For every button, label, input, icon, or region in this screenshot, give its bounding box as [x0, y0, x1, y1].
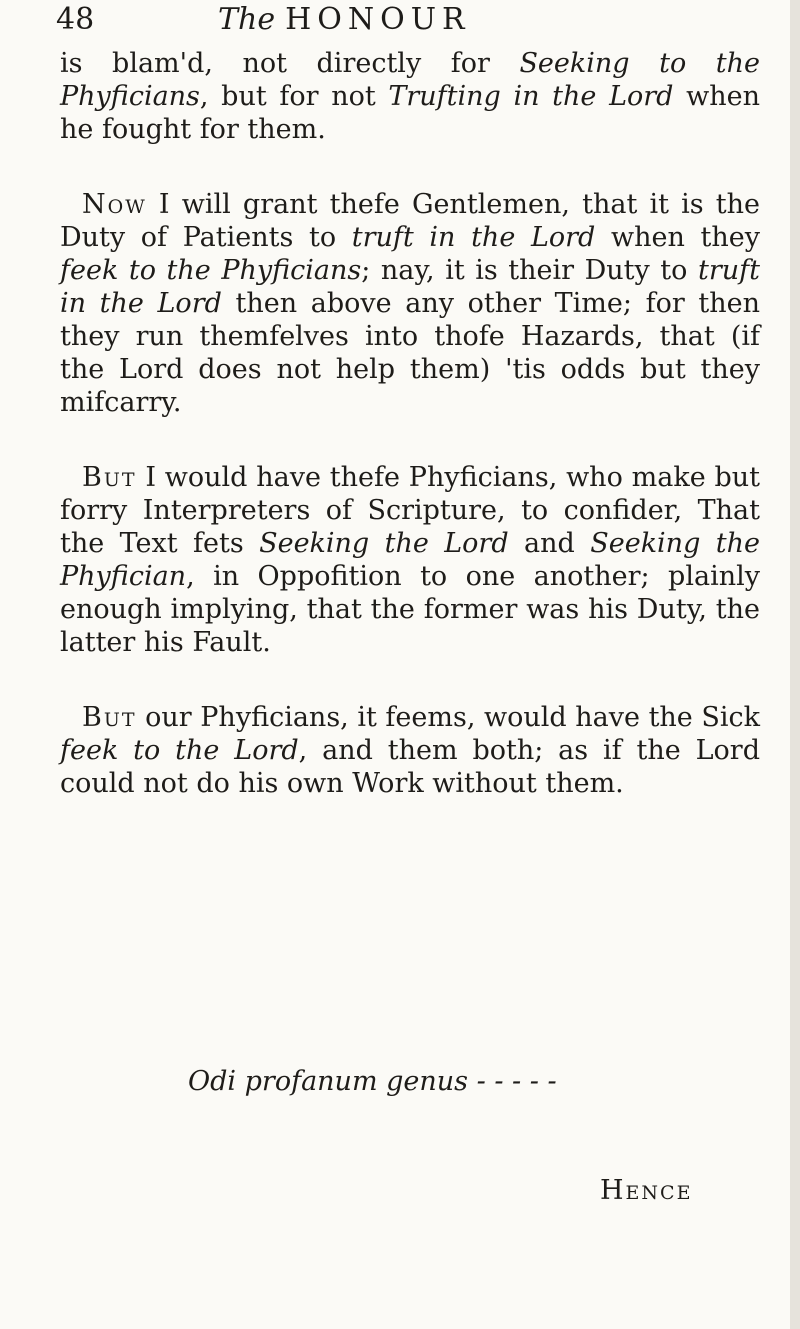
running-title	[218, 2, 471, 37]
running-title-italic: The	[218, 2, 276, 37]
p1-text-e: when he fought for them.	[60, 81, 760, 145]
page-number: 48	[56, 2, 95, 37]
page-edge	[790, 0, 800, 1329]
p3-text-a: I would have thefe Phyficians, who make but forry Interpreters of Scripture, to confider, That the Text fets	[60, 462, 760, 559]
p2-text-e: ; nay, it is their Duty to	[361, 255, 698, 286]
p1-italic-b: Seeking to the Phyficians	[60, 48, 760, 112]
p1-italic-d: Trufting in the Lord	[388, 81, 674, 112]
p4-italic-b: feek to the Lord	[60, 735, 299, 766]
latin-quotation: Odi profanum genus - - - - -	[188, 1066, 557, 1097]
catchword: Hence	[600, 1175, 693, 1206]
p3-text-e: , in Oppofition to one another; plainly enough implying, that the former was his Duty, the latter his Fault.	[60, 561, 760, 658]
p3-italic-d: Seeking the Phyfician	[60, 528, 760, 592]
running-header	[56, 2, 756, 42]
p4-lead-word: But	[82, 702, 137, 733]
p1-text-c: , but for not	[199, 81, 389, 112]
running-title-caps: HONOUR	[285, 2, 471, 37]
paragraph-1	[60, 47, 760, 146]
paragraph-3	[60, 461, 760, 659]
p1-text-a: is blam'd, not directly for	[60, 48, 520, 79]
p3-text-c: and	[508, 528, 591, 559]
p2-text-c: when they	[595, 222, 761, 253]
p3-italic-b: Seeking the Lord	[259, 528, 509, 559]
p3-lead-word: But	[82, 462, 137, 493]
p2-italic-f: truft in the Lord	[60, 255, 760, 319]
p2-text-a: I will grant thefe Gentlemen, that it is the Duty of Patients to	[60, 189, 760, 253]
p2-italic-d: feek to the Phyficians	[60, 255, 362, 286]
p2-lead-word: Now	[82, 189, 147, 220]
paragraph-2	[60, 188, 760, 419]
body-text	[60, 47, 760, 800]
p4-text-a: our Phyficians, it feems, would have the Sick	[136, 702, 760, 733]
p2-italic-b: truft in the Lord	[351, 222, 596, 253]
p4-text-c: , and them both; as if the Lord could not do his own Work without them.	[60, 735, 760, 799]
paragraph-4	[60, 701, 760, 800]
p2-text-g: then above any other Time; for then they run themfelves into thofe Hazards, that (if the Lord does not help them) 'tis odds but they mifcarry.	[60, 288, 760, 418]
